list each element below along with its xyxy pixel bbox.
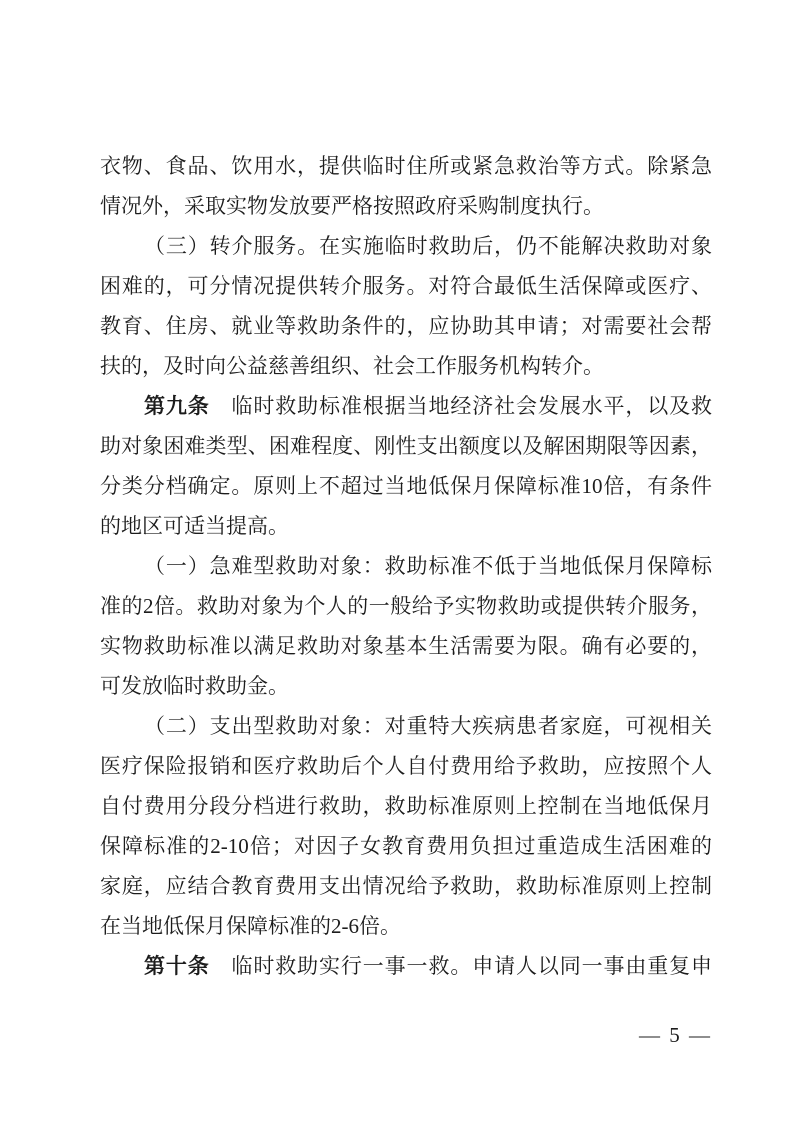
- text-run: 扶的，及时向公益慈善组织、社会工作服务机构转介。: [100, 354, 604, 378]
- text-line: [100, 546, 712, 586]
- text-line: [100, 226, 712, 266]
- text-line: [100, 626, 712, 666]
- text-line: [100, 826, 712, 866]
- text-run: 困难的，可分情况提供转介服务。对符合最低生活保障或医疗、: [100, 274, 712, 298]
- text-run: 临时救助实行一事一救。申请人以同一事由重复申: [209, 954, 712, 978]
- text-line: [100, 786, 712, 826]
- text-line: [100, 346, 712, 386]
- text-line: [100, 946, 712, 986]
- text-line: [100, 746, 712, 786]
- text-run: 临时救助标准根据当地经济社会发展水平，以及救: [209, 394, 712, 418]
- text-line: [100, 906, 712, 946]
- text-line: [100, 506, 712, 546]
- text-run: 自付费用分段分档进行救助，救助标准原则上控制在当地低保月: [100, 794, 712, 818]
- text-run: 助对象困难类型、困难程度、刚性支出额度以及解困期限等因素，: [100, 434, 712, 458]
- text-run: 教育、住房、就业等救助条件的，应协助其申请；对需要社会帮: [100, 314, 712, 338]
- text-run: 分类分档确定。原则上不超过当地低保月保障标准10倍，有条件: [100, 474, 712, 498]
- text-line: [100, 306, 712, 346]
- text-run: 准的2倍。救助对象为个人的一般给予实物救助或提供转介服务，: [100, 594, 712, 618]
- text-line: [100, 186, 712, 226]
- text-line: [100, 466, 712, 506]
- text-run: 家庭，应结合教育费用支出情况给予救助，救助标准原则上控制: [100, 874, 712, 898]
- article-number: 第九条: [144, 395, 210, 418]
- text-line: [100, 426, 712, 466]
- text-run: 医疗保险报销和医疗救助后个人自付费用给予救助，应按照个人: [100, 754, 712, 778]
- text-run: 情况外，采取实物发放要严格按照政府采购制度执行。: [100, 194, 604, 218]
- text-line: [100, 666, 712, 706]
- text-line: [100, 586, 712, 626]
- text-run: 保障标准的2-10倍；对因子女教育费用负担过重造成生活困难的: [100, 834, 712, 858]
- text-run: 的地区可适当提高。: [100, 514, 289, 538]
- text-line: [100, 266, 712, 306]
- text-run: （二）支出型救助对象：对重特大疾病患者家庭，可视相关: [144, 714, 712, 738]
- text-run: 可发放临时救助金。: [100, 674, 289, 698]
- text-line: [100, 706, 712, 746]
- page-number: — 5 —: [639, 1023, 712, 1047]
- text-run: 在当地低保月保障标准的2-6倍。: [100, 914, 401, 938]
- text-run: （三）转介服务。在实施临时救助后，仍不能解决救助对象: [144, 234, 712, 258]
- article-number: 第十条: [144, 955, 210, 978]
- text-line: [100, 866, 712, 906]
- text-line: [100, 146, 712, 186]
- text-run: 衣物、食品、饮用水，提供临时住所或紧急救治等方式。除紧急: [100, 154, 712, 178]
- text-run: 实物救助标准以满足救助对象基本生活需要为限。确有必要的，: [100, 634, 712, 658]
- text-run: （一）急难型救助对象：救助标准不低于当地低保月保障标: [144, 554, 712, 578]
- text-line: [100, 386, 712, 426]
- document-body: [100, 146, 712, 986]
